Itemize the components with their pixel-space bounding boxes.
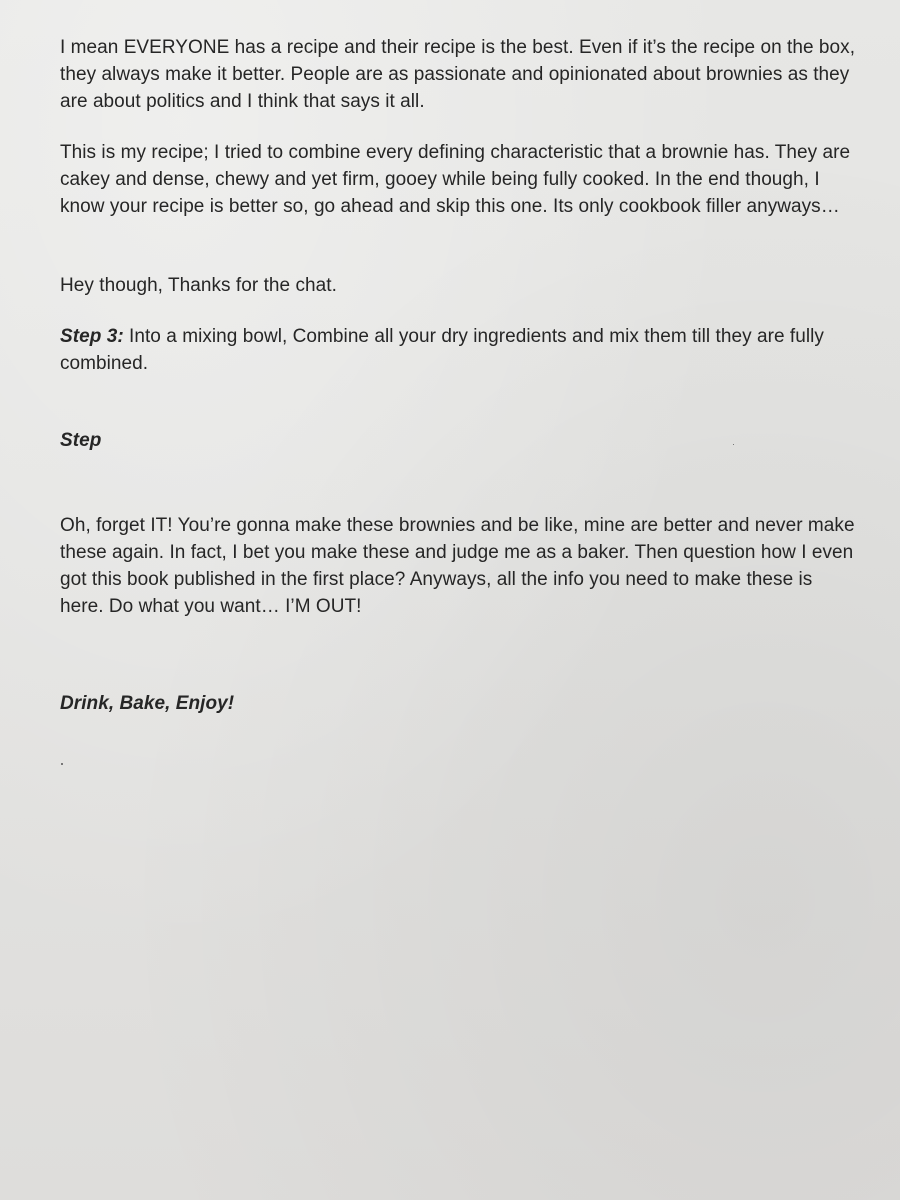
step-3-label: Step 3: <box>60 326 124 347</box>
intro-paragraph: I mean EVERYONE has a recipe and their recipe is the best. Even if it’s the recipe on the box, they always make it better. People are as passionate and opinionated about brownies as they are about politics and I think that says it all. <box>60 37 856 112</box>
signoff: Drink, Bake, Enjoy! <box>60 693 235 714</box>
closing-rant-paragraph: Oh, forget IT! You’re gonna make these brownies and be like, mine are better and never make these again. In fact, I bet you make these and judge me as a baker. Then question how I even got this book published in the first place? Anyways, all the info you need to make these is here. Do what you want… I’M OUT! <box>60 515 855 617</box>
thanks-paragraph: Hey though, Thanks for the chat. <box>60 275 337 296</box>
step-3-instruction <box>60 323 860 377</box>
step-3-text: Into a mixing bowl, Combine all your dry ingredients and mix them till they are fully combined. <box>60 326 824 374</box>
paper-speck <box>733 444 734 445</box>
paper-speck <box>61 763 63 765</box>
recipe-description-paragraph: This is my recipe; I tried to combine every defining characteristic that a brownie has. They are cakey and dense, chewy and yet firm, gooey while being fully cooked. In the end though, I know your recipe is better so, go ahead and skip this one. Its only cookbook filler anyways… <box>60 142 851 217</box>
step-heading: Step <box>60 430 102 451</box>
